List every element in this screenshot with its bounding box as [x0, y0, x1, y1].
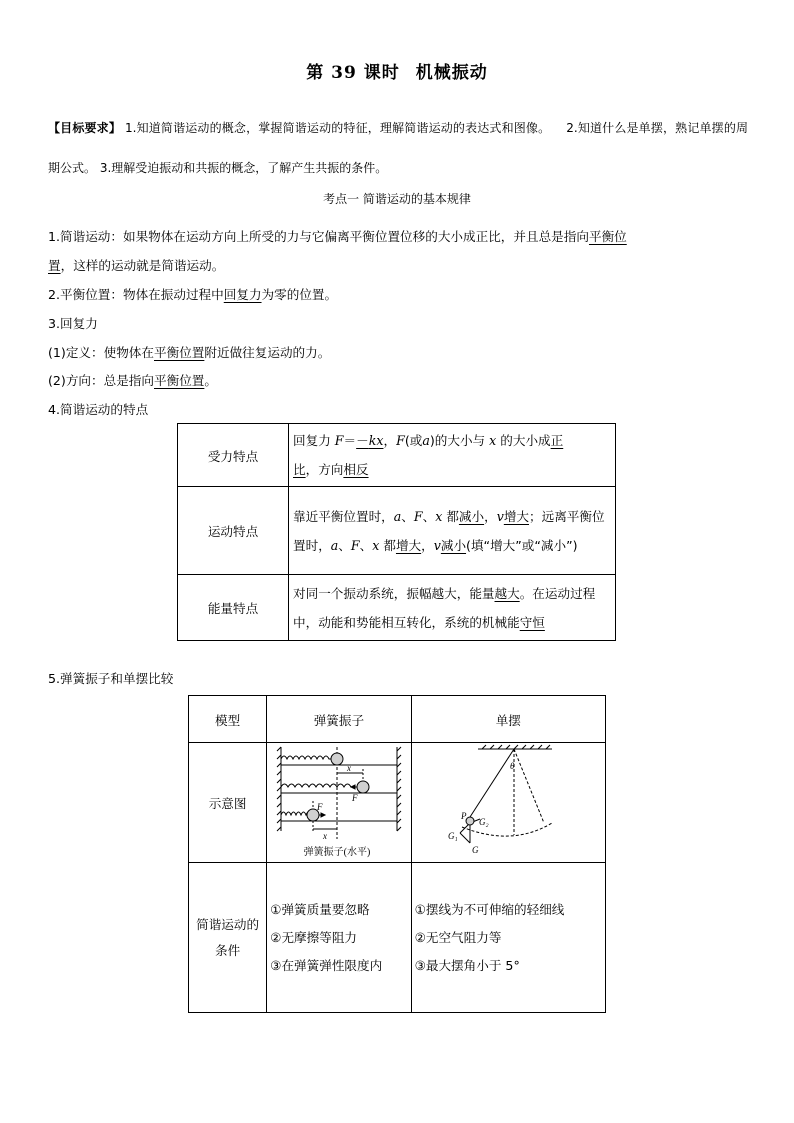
header-spring: 弹簧振子 [267, 696, 411, 743]
table-row [178, 575, 616, 641]
header-pendulum: 单摆 [411, 696, 605, 743]
text: (1)定义：使物体在 [48, 345, 154, 360]
underlined-answer: 平衡位 [588, 229, 627, 244]
goal-item-1: 1.知道简谐运动的概念，掌握简谐运动的特征，理解简谐运动的表达式和图像。 [124, 121, 551, 135]
row-key-diagram: 示意图 [189, 743, 267, 863]
goal-label: 【目标要求】 [48, 121, 121, 135]
underlined-answer: 平衡位置 [154, 373, 205, 388]
text: 2.平衡位置：物体在振动过程中 [48, 287, 224, 302]
table-cell-key: 受力特点 [178, 424, 289, 487]
pendulum-bob [466, 817, 474, 825]
table-row [178, 424, 616, 487]
condition-item: ②无空气阻力等 [414, 929, 502, 945]
title-lesson: 第 39 课时 [306, 63, 400, 83]
spring-diagram-cell [267, 743, 411, 863]
text: (2)方向：总是指向 [48, 373, 154, 388]
text: 为零的位置。 [261, 287, 338, 302]
condition-item: ①弹簧质量要忽略 [270, 901, 370, 917]
table-cell-value: 靠近平衡位置时，a、F、x 都减小，v增大；远离平衡位置时，a、F、x 都增大，v减小(填“增大”或“减小”) [289, 487, 616, 575]
label-F2: F [317, 802, 323, 812]
row-key-conditions [189, 863, 267, 1013]
table-cell-key: 能量特点 [178, 575, 289, 641]
label-x2: x [323, 831, 328, 841]
table-row [189, 743, 606, 863]
ball-1 [331, 753, 343, 765]
text: 。 [204, 373, 217, 388]
paragraph-simple-harmonic [48, 222, 728, 280]
condition-item: ③在弹簧弹性限度内 [270, 957, 383, 973]
conditions-label: 简谐运动的条件 [196, 916, 260, 958]
label-F1: F [352, 793, 358, 803]
label-G2: G₂ [478, 817, 489, 827]
paragraph-direction [48, 366, 728, 395]
label-x1: x [347, 763, 352, 773]
comparison-table [188, 695, 606, 1013]
label-theta: θ [509, 761, 514, 771]
table-row [189, 863, 606, 1013]
label-G1: G₁ [447, 831, 458, 841]
paragraph-definition [48, 338, 728, 367]
label-P: P [460, 811, 467, 821]
paragraph-features-heading: 4.简谐运动的特点 [48, 402, 149, 417]
paragraph-equilibrium [48, 280, 728, 309]
paragraph-restoring-force: 3.回复力 [48, 316, 98, 331]
text: ，这样的运动就是简谐运动。 [60, 258, 225, 273]
paragraph-comparison-heading: 5.弹簧振子和单摆比较 [48, 671, 174, 686]
goal-paragraph [48, 108, 748, 188]
table-row [178, 487, 616, 575]
pendulum-conditions-cell [411, 863, 605, 1013]
spring-oscillator-diagram [267, 743, 407, 859]
table-cell-key: 运动特点 [178, 487, 289, 575]
table-cell-value: 对同一个振动系统，振幅越大，能量越大。在运动过程中，动能和势能相互转化，系统的机械能守恒 [289, 575, 616, 641]
spring-conditions-cell [267, 863, 411, 1013]
header-model: 模型 [189, 696, 267, 743]
title-topic: 机械振动 [415, 63, 488, 83]
goal-item-3: 3.理解受迫振动和共振的概念，了解产生共振的条件。 [99, 161, 388, 175]
goal-item-2: 2.知道什么是单摆，熟记单摆的周期公式。 [48, 121, 748, 175]
underlined-answer: 回复力 [223, 287, 262, 302]
features-table [177, 423, 616, 641]
table-header-row [189, 696, 606, 743]
pendulum-diagram-cell [411, 743, 605, 863]
spring-caption: 弹簧振子(水平) [303, 847, 371, 858]
text: 1.简谐运动：如果物体在运动方向上所受的力与它偏离平衡位置位移的大小成正比，并且总是指向 [48, 229, 589, 244]
pendulum-diagram [412, 743, 602, 859]
ball-2 [357, 781, 369, 793]
underlined-answer: 置 [48, 258, 61, 273]
condition-item: ③最大摆角小于 5° [414, 957, 520, 973]
page-title [0, 58, 794, 83]
section-heading: 考点一 简谐运动的基本规律 [323, 192, 471, 206]
condition-item: ②无摩擦等阻力 [270, 929, 358, 945]
label-G: G [471, 845, 479, 855]
table-cell-value: 回复力 F＝－kx，F(或a)的大小与 x 的大小成正 比，方向相反 [289, 424, 616, 487]
underlined-answer: 平衡位置 [154, 345, 205, 360]
condition-item: ①摆线为不可伸缩的轻细线 [414, 901, 565, 917]
text: 附近做往复运动的力。 [204, 345, 331, 360]
